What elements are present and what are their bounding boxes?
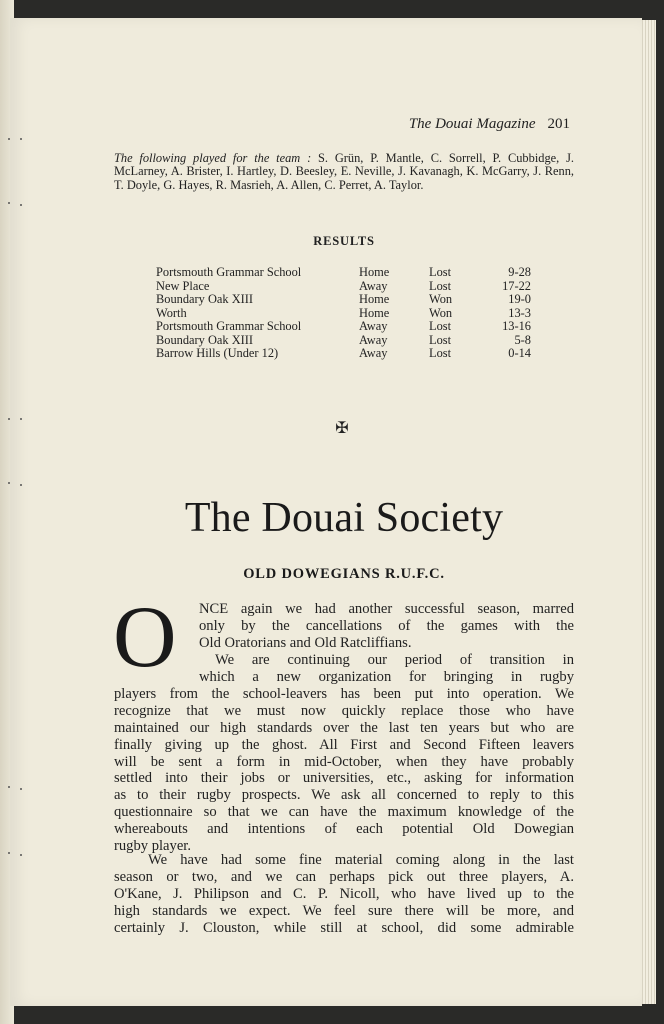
text-line: NCE again we had another successful season, marred <box>199 601 574 617</box>
results-row <box>156 347 531 361</box>
text-line: We have had some fine material coming along in the last <box>148 852 574 868</box>
text-line: settled into their jobs or universities, etc., asking for information <box>114 770 574 787</box>
results-opponent: New Place <box>156 278 210 293</box>
page-number: 201 <box>547 116 570 132</box>
results-venue: Home <box>359 292 390 306</box>
results-opponent: Worth <box>156 305 187 320</box>
results-score: 13-3 <box>508 305 531 320</box>
paragraph-2-start <box>199 652 574 686</box>
paragraph-2 <box>114 686 574 855</box>
cross-ornament-icon: ✠ <box>335 420 349 437</box>
section-title: The Douai Society <box>184 495 504 541</box>
text-line: players from the school-leavers has been put into operation. We <box>114 686 574 702</box>
results-score: 5-8 <box>514 332 531 347</box>
results-row <box>156 280 531 294</box>
results-row <box>156 320 531 334</box>
results-row <box>156 334 531 348</box>
results-table <box>156 266 531 361</box>
results-score: 0-14 <box>508 346 531 360</box>
running-header <box>409 116 570 133</box>
results-result: Lost <box>429 265 452 279</box>
text-line: whereabouts and intentions of each potential Old Dowegian <box>114 821 574 838</box>
text-line: which a new organization for bringing in rugby <box>199 668 574 685</box>
results-score: 19-0 <box>508 292 531 306</box>
text-line: high standards we expect. We feel sure there will be more, and <box>114 902 574 919</box>
results-score: 9-28 <box>508 265 531 279</box>
results-score: 13-16 <box>502 319 531 333</box>
paragraph-3 <box>114 852 574 936</box>
results-result: Won <box>429 292 453 306</box>
text-line: Old Oratorians and Old Ratcliffians. <box>199 634 412 651</box>
results-opponent: Portsmouth Grammar School <box>156 265 302 279</box>
results-opponent: Boundary Oak XIII <box>156 332 254 347</box>
results-score: 17-22 <box>502 278 531 293</box>
text-line: season or two, and we can perhaps pick out three players, A. <box>114 868 574 885</box>
text-line: recognize that we must now quickly replace those who have <box>114 702 574 719</box>
team-list <box>114 152 574 192</box>
article-heading: OLD DOWEGIANS R.U.F.C. <box>243 566 445 582</box>
text-line: will be sent a form in mid-October, when they have probably <box>114 753 574 770</box>
results-venue: Away <box>359 332 388 347</box>
results-row <box>156 266 531 280</box>
text-line: certainly J. Clouston, while still at school, did some admirable <box>114 919 574 936</box>
results-row <box>156 307 531 321</box>
results-result: Won <box>429 305 453 320</box>
results-result: Lost <box>429 278 452 293</box>
paragraph-1 <box>199 601 574 652</box>
results-title: RESULTS <box>313 234 375 248</box>
results-venue: Away <box>359 278 388 293</box>
text-line: only by the cancellations of the games with the <box>199 617 574 634</box>
results-row <box>156 293 531 307</box>
page-edges <box>642 20 656 1004</box>
text-line: O'Kane, J. Philipson and C. P. Nicoll, who have lived up to the <box>114 885 574 902</box>
drop-cap: O <box>113 589 177 686</box>
text-line: as to their rugby prospects. We ask all concerned to reply to this <box>114 787 574 804</box>
text-line: maintained our high standards over the last ten years but who are <box>114 719 574 736</box>
team-list-lead: The following played for the team : <box>114 151 312 165</box>
text-line: rugby player. <box>114 838 192 855</box>
team-list-names: S. Grün, P. Mantle, C. Sorrell, P. Cubbidge, J. McLarney, A. Brister, I. Hartley, D. Beesley, E. Neville, J. Kavanagh, K. McGarry, J. Renn, T. Doyle, G. Hayes, R. Masrieh, A. Allen, C. Perret, A. Taylor. <box>114 151 574 192</box>
results-result: Lost <box>429 346 452 360</box>
magazine-title: The Douai Magazine <box>408 116 536 132</box>
text-line: finally giving up the ghost. All First and Second Fifteen leavers <box>114 736 574 753</box>
text-line: questionnaire so that we can have the maximum knowledge of the <box>114 804 574 821</box>
text-line: We are continuing our period of transition in <box>215 652 574 668</box>
results-opponent: Boundary Oak XIII <box>156 292 254 306</box>
results-result: Lost <box>429 319 452 333</box>
results-venue: Home <box>359 265 390 279</box>
binding-marks <box>6 0 26 1024</box>
results-result: Lost <box>429 332 452 347</box>
results-venue: Away <box>359 346 388 360</box>
results-opponent: Portsmouth Grammar School <box>156 319 302 333</box>
results-opponent: Barrow Hills (Under 12) <box>156 346 279 360</box>
results-venue: Away <box>359 319 388 333</box>
results-venue: Home <box>359 305 390 320</box>
